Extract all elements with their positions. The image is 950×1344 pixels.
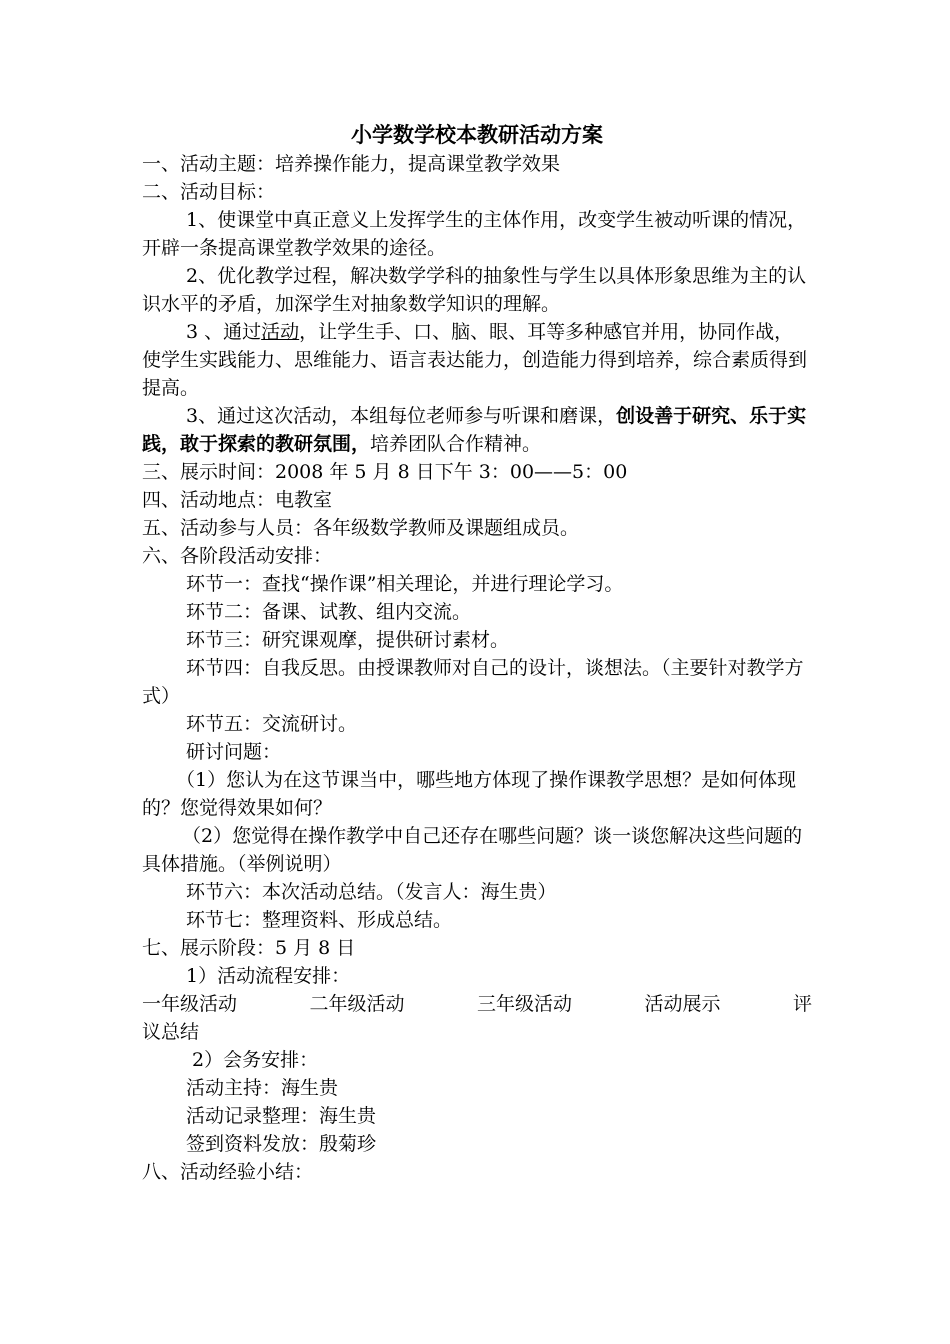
goal-2: 2、优化教学过程，解决数学学科的抽象性与学生以具体形象思维为主的认识水平的矛盾，加深学生对抽象数学知识的理解。	[142, 265, 807, 315]
flow-item: 一年级活动	[142, 993, 238, 1015]
step-7: 环节七：整理资料、形成总结。	[186, 909, 453, 931]
flow-label: 1）活动流程安排：	[186, 965, 351, 987]
host: 活动主持：海生贵	[186, 1077, 339, 1099]
flow-item: 活动展示	[644, 993, 721, 1015]
flow-item: 评	[792, 993, 812, 1015]
section-summary: 八、活动经验小结：	[142, 1161, 314, 1183]
section-theme: 一、活动主题：培养操作能力，提高课堂教学效果	[142, 153, 561, 175]
section-showcase: 七、展示阶段：5 月 8 日	[142, 937, 356, 959]
goal-4-end: 培养团队合作精神。	[370, 433, 542, 455]
step-1: 环节一：查找“操作课”相关理论，并进行理论学习。	[186, 573, 624, 595]
step-3: 环节三：研究课观摩，提供研讨素材。	[186, 629, 510, 651]
section-time: 三、展示时间：2008 年 5 月 8 日下午 3：00——5：00	[142, 461, 628, 483]
goal-3-start: 3 、通过	[186, 321, 262, 343]
question-2: （2）您觉得在操作教学中自己还存在哪些问题？谈一谈您解决这些问题的具体措施。（举例说明）	[142, 825, 803, 875]
section-location: 四、活动地点：电教室	[142, 489, 333, 511]
goal-3-end: ，让学生手、口、脑、眼、耳等多种感官并用，协同作战，使学生实践能力、思维能力、语言表达能力，创造能力得到培养，综合素质得到提高。	[142, 321, 808, 399]
goal-3-link[interactable]: 活动	[261, 321, 300, 343]
questions-label: 研讨问题：	[186, 741, 282, 763]
meeting-label: 2）会务安排：	[192, 1049, 319, 1071]
flow-item: 二年级活动	[309, 993, 405, 1015]
goal-3	[142, 318, 812, 402]
goal-4-bold: 创设善于研究、乐于实践，敢于探索的教研氛围，	[142, 405, 807, 455]
step-2: 环节二：备课、试教、组内交流。	[186, 601, 472, 623]
recorder: 活动记录整理：海生贵	[186, 1105, 377, 1127]
flow-continuation: 议总结	[142, 1021, 200, 1043]
step-5: 环节五：交流研讨。	[186, 713, 358, 735]
step-4: 环节四：自我反思。由授课教师对自己的设计，谈想法。（主要针对教学方式）	[142, 657, 804, 707]
goal-1: 1、使课堂中真正意义上发挥学生的主体作用，改变学生被动听课的情况，开辟一条提高课堂教学效果的途径。	[142, 209, 807, 259]
goal-4	[142, 402, 812, 458]
document-page	[142, 120, 812, 1186]
section-participants: 五、活动参与人员：各年级数学教师及课题组成员。	[142, 517, 580, 539]
goal-4-start: 3、通过这次活动，本组每位老师参与听课和磨课，	[186, 405, 617, 427]
flow-row	[142, 990, 812, 1018]
sign-in: 签到资料发放：殷菊珍	[186, 1133, 377, 1155]
section-goals: 二、活动目标：	[142, 181, 276, 203]
document-title: 小学数学校本教研活动方案	[351, 122, 603, 147]
question-1: （1）您认为在这节课当中，哪些地方体现了操作课教学思想？是如何体现的？您觉得效果如何？	[142, 769, 797, 819]
section-schedule: 六、各阶段活动安排：	[142, 545, 333, 567]
flow-item: 三年级活动	[476, 993, 572, 1015]
step-6: 环节六：本次活动总结。（发言人：海生贵）	[186, 881, 557, 903]
